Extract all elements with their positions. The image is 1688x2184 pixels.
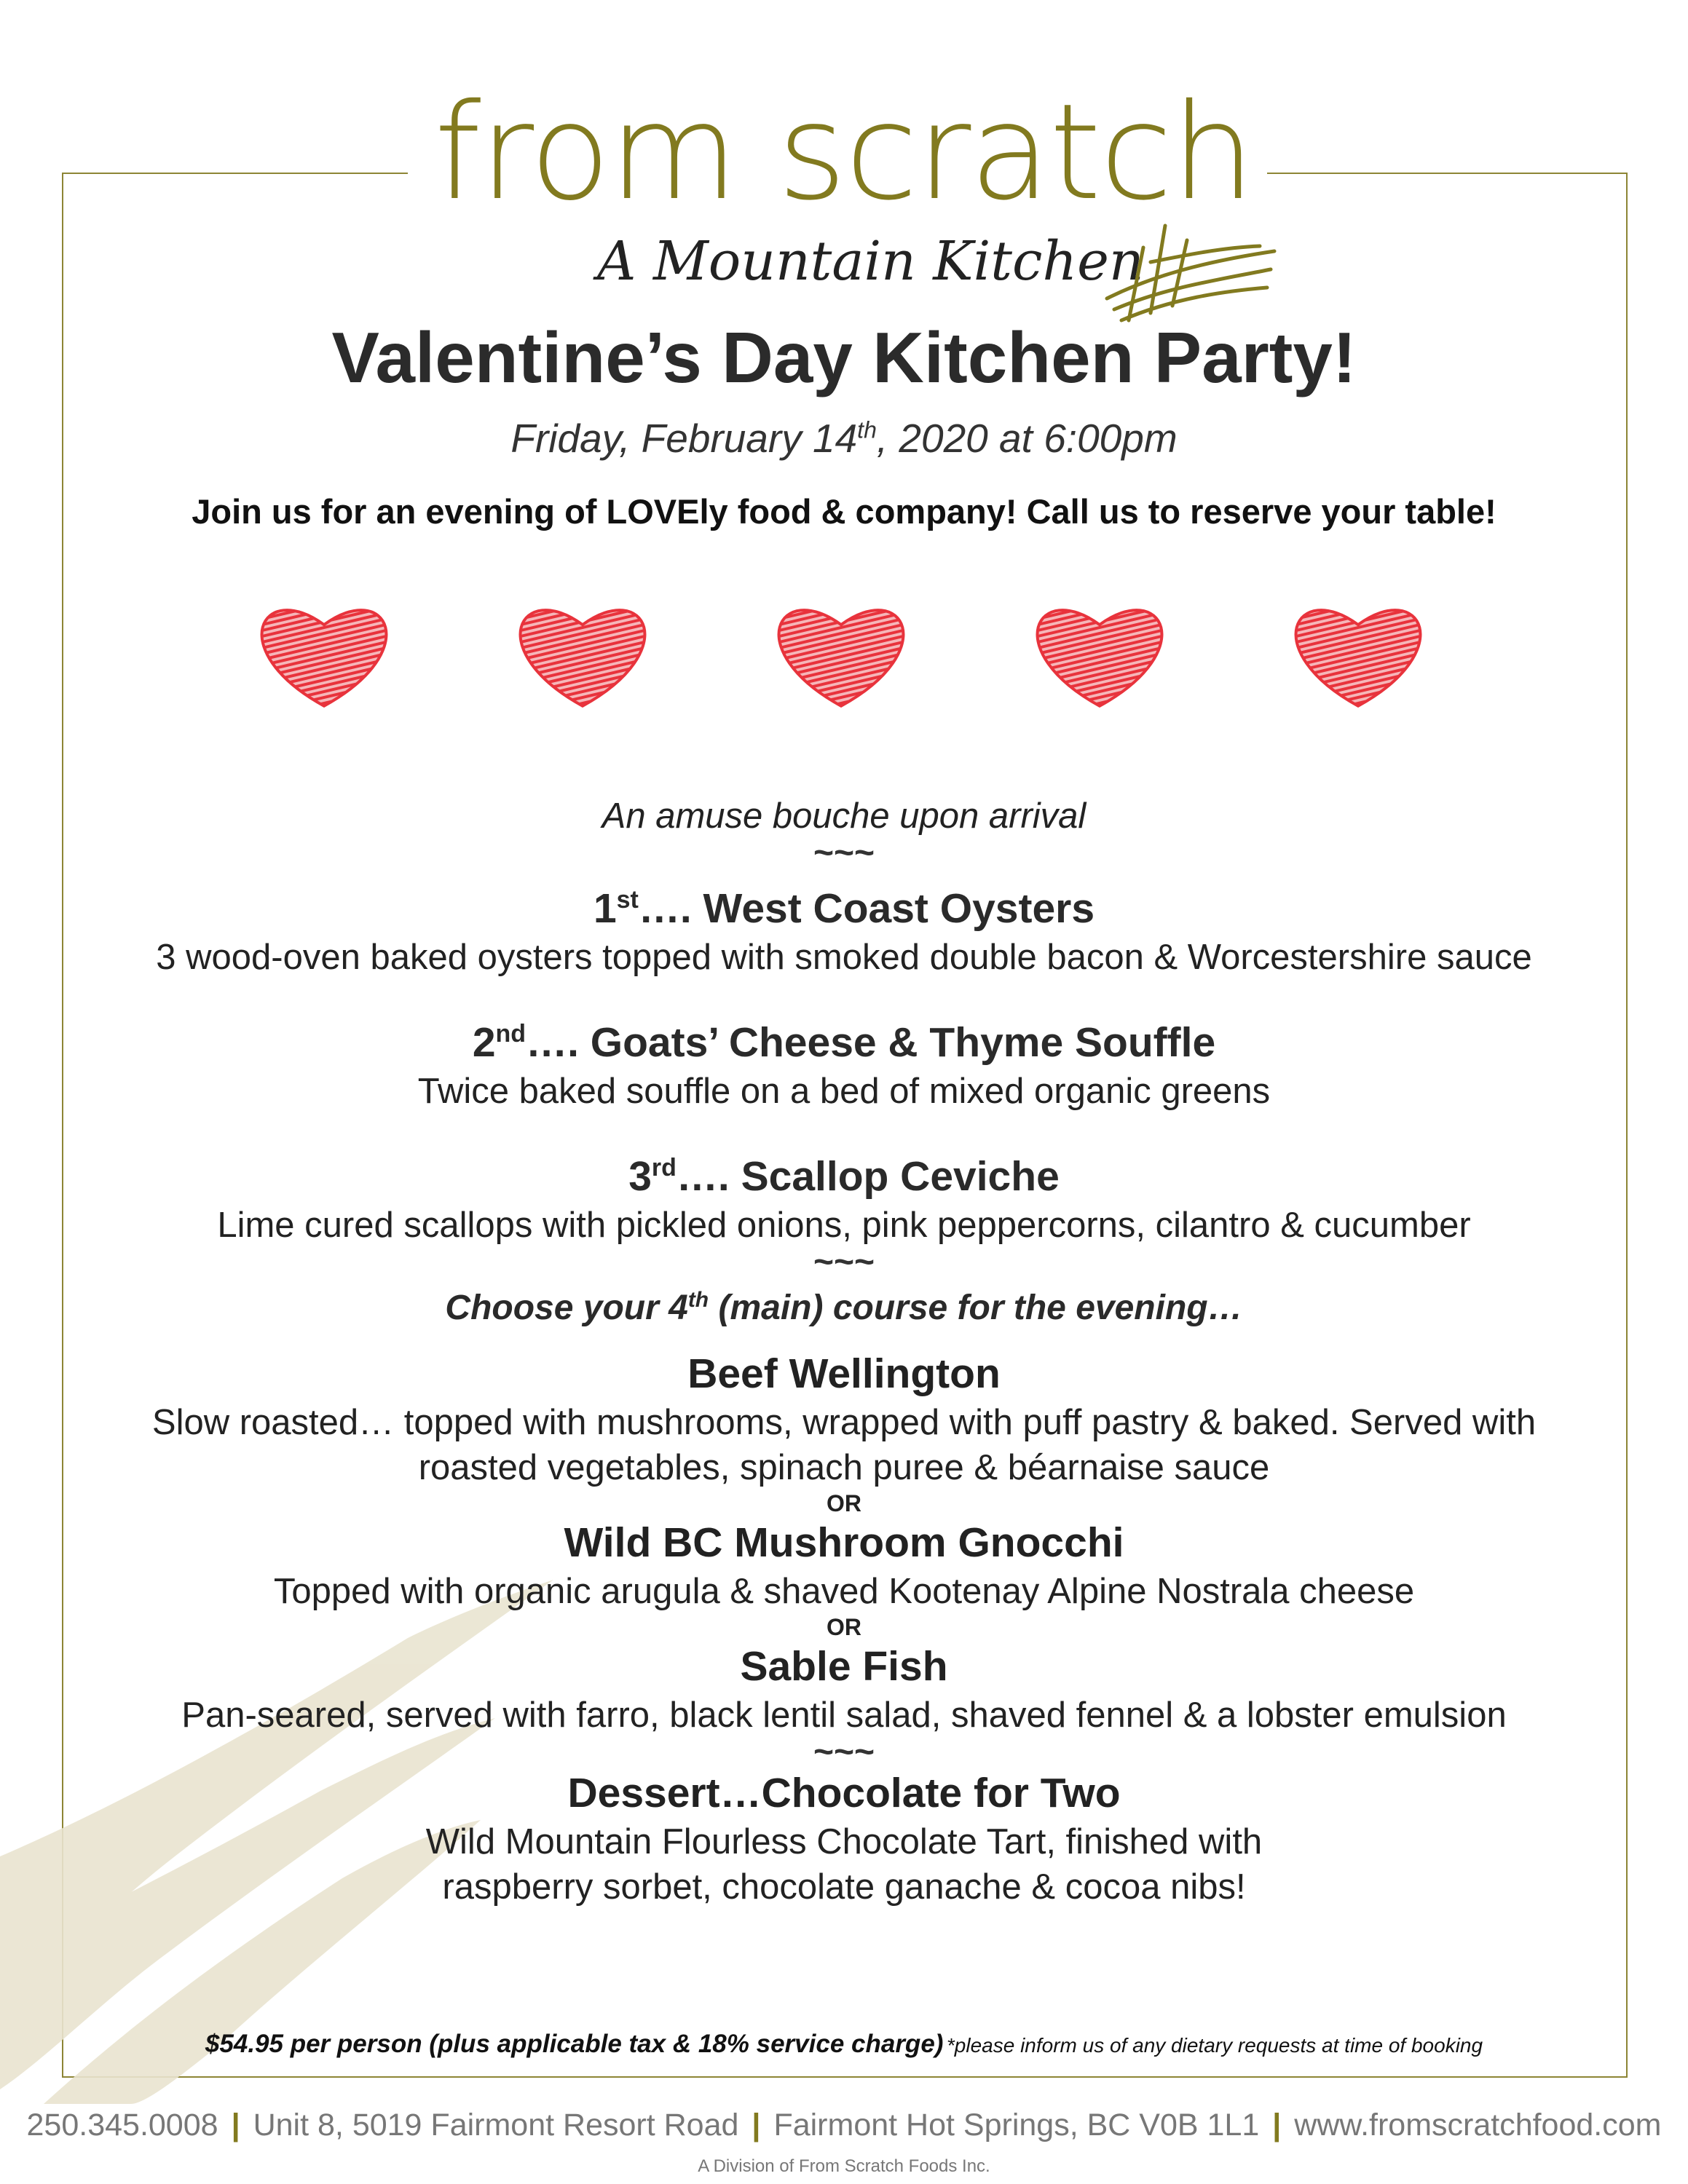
footer-separator: | bbox=[752, 2108, 761, 2143]
main-title-1: Beef Wellington bbox=[687, 1350, 1001, 1397]
pricing bbox=[0, 2030, 1688, 2059]
event-title: Valentine’s Day Kitchen Party! bbox=[331, 317, 1357, 397]
main-title-3: Sable Fish bbox=[740, 1643, 948, 1690]
main-desc-3: Pan-seared, served with farro, black lentil salad, shaved fennel & a lobster emulsion bbox=[181, 1696, 1507, 1735]
divider-tilde: ~~~ bbox=[813, 1733, 875, 1771]
hearts-row bbox=[0, 557, 1688, 753]
main-desc-1: Slow roasted… topped with mushrooms, wrapped with puff pastry & baked. Served with roasted vegetables, spinach puree & béarnaise sauce bbox=[151, 1403, 1537, 1487]
course-title-3: 3rd…. Scallop Ceviche bbox=[628, 1153, 1060, 1200]
footer-separator: | bbox=[231, 2108, 240, 2143]
course-title-1: 1st…. West Coast Oysters bbox=[593, 885, 1095, 932]
amuse-bouche: An amuse bouche upon arrival bbox=[602, 796, 1086, 836]
divider-tilde: ~~~ bbox=[813, 1243, 875, 1281]
brand-name: from scratch bbox=[434, 75, 1254, 229]
footer-phone: 250.345.0008 bbox=[26, 2108, 218, 2143]
footer-website[interactable]: www.fromscratchfood.com bbox=[1294, 2108, 1662, 2143]
footer-division: A Division of From Scratch Foods Inc. bbox=[698, 2156, 990, 2176]
course-desc-3: Lime cured scallops with pickled onions, pink peppercorns, cilantro & cucumber bbox=[217, 1206, 1471, 1245]
footer-address: Unit 8, 5019 Fairmont Resort Road bbox=[253, 2108, 739, 2143]
menu bbox=[87, 794, 1601, 1910]
dessert-desc-line1: Wild Mountain Flourless Chocolate Tart, finished with bbox=[425, 1822, 1263, 1861]
course-desc-2: Twice baked souffle on a bed of mixed organic greens bbox=[417, 1072, 1271, 1111]
footer-city: Fairmont Hot Springs, BC V0B 1L1 bbox=[773, 2108, 1260, 2143]
heart-icon bbox=[459, 557, 706, 753]
brand-tagline: A Mountain Kitchen bbox=[597, 230, 1144, 293]
event-date: Friday, February 14th, 2020 at 6:00pm bbox=[510, 416, 1178, 461]
heart-icon bbox=[976, 557, 1223, 753]
dessert-desc-line2: raspberry sorbet, chocolate ganache & cocoa nibs! bbox=[442, 1867, 1246, 1907]
footer-contact bbox=[0, 2108, 1688, 2143]
or-label: OR bbox=[827, 1614, 861, 1640]
or-label: OR bbox=[827, 1490, 861, 1516]
dessert-title: Dessert…Chocolate for Two bbox=[567, 1770, 1121, 1816]
heart-icon bbox=[1234, 557, 1482, 753]
event-invite: Join us for an evening of LOVEly food & company! Call us to reserve your table! bbox=[192, 492, 1496, 531]
course-desc-1: 3 wood-oven baked oysters topped with smoked double bacon & Worcestershire sauce bbox=[156, 938, 1532, 977]
divider-tilde: ~~~ bbox=[813, 834, 875, 872]
grass-logo-icon bbox=[1100, 218, 1282, 328]
main-course-prompt: Choose your 4th (main) course for the evening… bbox=[445, 1288, 1243, 1327]
main-title-2: Wild BC Mushroom Gnocchi bbox=[564, 1519, 1124, 1566]
course-title-2: 2nd…. Goats’ Cheese & Thyme Souffle bbox=[472, 1019, 1216, 1066]
heart-icon bbox=[717, 557, 965, 753]
dietary-note: *please inform us of any dietary requests at time of booking bbox=[946, 2034, 1483, 2057]
price-text: $54.95 per person (plus applicable tax & 18% service charge) bbox=[205, 2030, 944, 2058]
main-desc-2: Topped with organic arugula & shaved Kootenay Alpine Nostrala cheese bbox=[273, 1572, 1415, 1611]
heart-icon bbox=[200, 557, 448, 753]
footer-separator: | bbox=[1272, 2108, 1282, 2143]
